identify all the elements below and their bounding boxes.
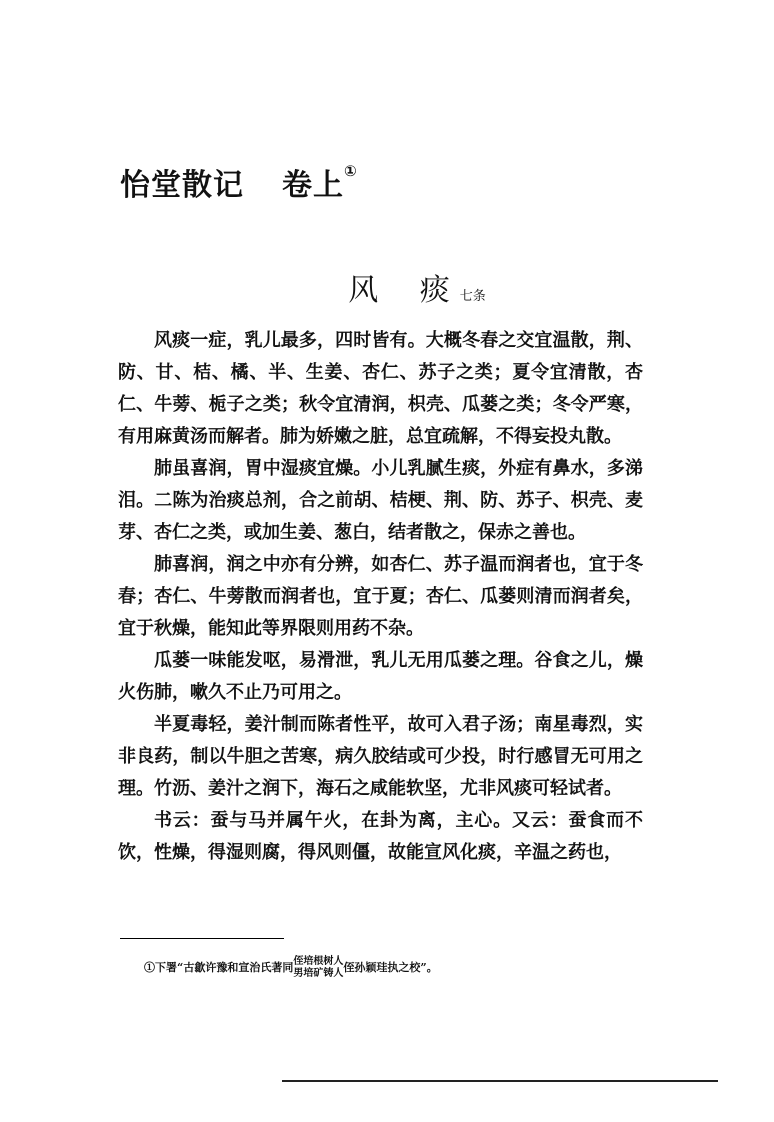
section-count: 七条	[459, 289, 486, 304]
paragraph: 肺虽喜润，胃中湿痰宜燥。小儿乳腻生痰，外症有鼻水，多涕泪。二陈为治痰总剂，合之前胡、桔梗、荆、防、苏子、枳壳、麦芽、杏仁之类，或加生姜、葱白，结者散之，保赤之善也。	[118, 458, 643, 543]
page-title	[120, 160, 358, 204]
section-title	[0, 265, 774, 309]
book-title: 怡堂散记	[120, 168, 244, 203]
body-text	[118, 325, 643, 869]
paragraph: 风痰一症，乳儿最多，四时皆有。大概冬春之交宜温散，荆、防、甘、桔、橘、半、生姜、杏仁、苏子之类；夏令宜清散，杏仁、牛蒡、栀子之类；秋令宜清润，枳壳、瓜蒌之类；冬令严寒，有用麻黄汤而解者。肺为娇嫩之脏，总宜疏解，不得妄投丸散。	[118, 330, 643, 447]
paragraph: 半夏毒轻，姜汁制而陈者性平，故可入君子汤；南星毒烈，实非良药，制以牛胆之苦寒，病久胶结或可少投，时行感冒无可用之理。竹沥、姜汁之润下，海石之咸能软坚，尤非风痰可轻试者。	[118, 714, 643, 799]
paragraph: 书云：蚕与马并属午火，在卦为离，主心。又云：蚕食而不饮，性燥，得湿则腐，得风则僵，故能宣风化痰，辛温之药也，	[118, 810, 643, 863]
paragraph: 瓜蒌一味能发呕，易滑泄，乳儿无用瓜蒌之理。谷食之儿，燥火伤肺，嗽久不止乃可用之。	[118, 650, 643, 703]
page-bottom-line	[282, 1080, 718, 1082]
footnote-divider	[120, 938, 284, 939]
paragraph: 肺喜润，润之中亦有分辨，如杏仁、苏子温而润者也，宜于冬春；杏仁、牛蒡散而润者也，宜于夏；杏仁、瓜蒌则清而润者矣，宜于秋燥，能知此等界限则用药不杂。	[118, 554, 643, 639]
footnote-tail: 侄孙颖珪执之校”。	[343, 961, 438, 974]
section-heading: 风 痰	[348, 273, 466, 308]
footnote-stack-bottom: 男培矿铸人	[293, 968, 344, 979]
footnote	[144, 956, 438, 980]
footnote-stack	[293, 956, 343, 980]
volume-label: 卷上	[282, 168, 344, 203]
footnote-lead: ①下署“古歙许豫和宣治氏著同	[144, 961, 294, 974]
footnote-marker: ①	[344, 162, 358, 180]
footnote-stack-top: 侄培根树人	[293, 956, 344, 967]
